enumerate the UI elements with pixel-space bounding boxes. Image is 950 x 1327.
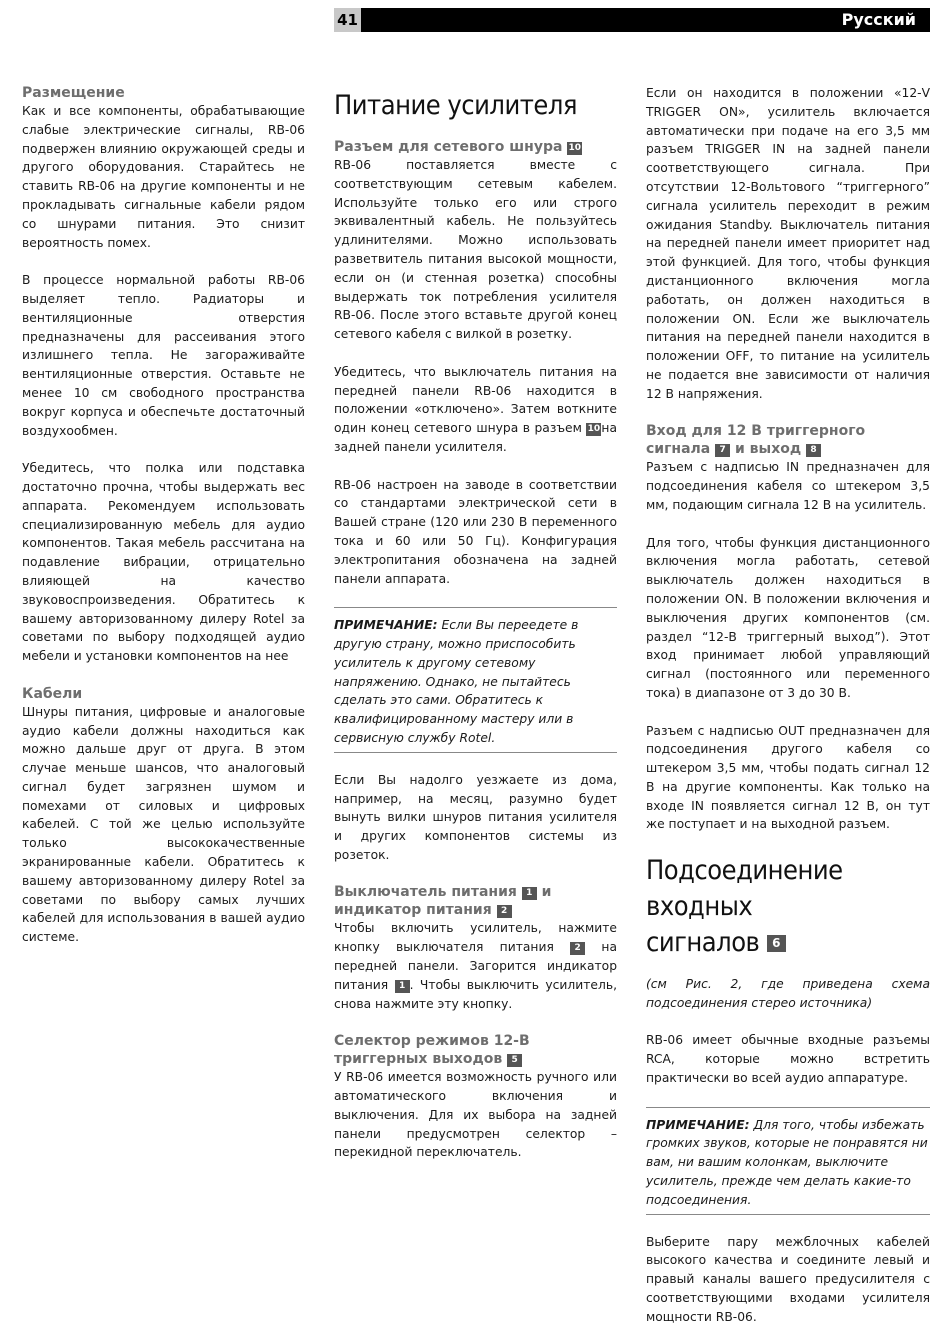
switch-p-a: Чтобы включить усилитель, нажмите кнопку выключателя питания: [334, 921, 617, 955]
note-label: ПРИМЕЧАНИЕ:: [646, 1117, 750, 1132]
callout-badge: 7: [715, 444, 730, 457]
placement-paragraph-3: Убедитесь, что полка или подставка достаточно прочна, чтобы выдержать вес аппарата. Рекомендуем использовать специализированную мебель для аудио компонентов. Такая мебель рассчитана на подавление вибрации, отрицательно влияющей на качество звуковоспроизведения. Обратитесь к вашему авторизованному дилеру Rotel за советами по выбору подходящей аудио мебели и установки компонентов на нее: [22, 461, 305, 664]
selector-title-b: триггерных выходов: [334, 1051, 503, 1068]
switch-title-c: индикатор питания: [334, 902, 492, 919]
socket-paragraph-4: Если Вы надолго уезжаете из дома, например, на месяц, разумно будет вынуть вилки шнуров питания усилителя и других компонентов системы из розеток.: [334, 772, 617, 862]
callout-badge: 10: [587, 424, 601, 435]
language-label: Русский: [841, 10, 916, 29]
switch-p-b: на передней панели. Загорится индикатор питания: [334, 940, 617, 992]
input-title-c: и выход: [735, 441, 802, 458]
connect-paragraph-1: RB-06 имеет обычные входные разъемы RCA, которые можно встретить практически во всей аудио аппаратуре.: [646, 1033, 930, 1086]
connect-paragraph-2: Выберите пару межблочных кабелей высокого качества и соедините левый и правый каналы вашего предусилителя с соответствующими входами усилителя мощности RB-06.: [646, 1234, 930, 1324]
switch-p-c: . Чтобы выключить усилитель, снова нажмите эту кнопку.: [334, 977, 617, 1011]
column-right: [646, 84, 930, 1327]
input-paragraph-1: Разъем с надписью IN предназначен для подсоединения кабеля со штекером 3,5 мм, подающим сигнала 12 В на усилитель.: [646, 460, 930, 512]
socket-paragraph-1: RB-06 поставляется вместе с соответствующим сетевым кабелем. Используйте только его или строго эквивалентный кабель. Не пользуйтесь удлинителями. Можно использовать разветвитель питания высокой мощности, если он (и стенная розетка) способны выдержать ток потребления усилителя RB-06. После этого вставьте другой конец сетевого кабеля с вилкой в розетку.: [334, 158, 617, 342]
note-box: [334, 607, 617, 753]
section-title-placement: Размещение: [22, 85, 125, 101]
subsection-title-switch: [334, 883, 617, 919]
socket-paragraph-3: RB-06 настроен на заводе в соответствии со стандартами электрической сети в Вашей стране (120 или 230 В переменного тока и 60 или 50 Гц). Конфигурация электропитания обозначена на задней панели аппарата.: [334, 477, 617, 586]
selector-title-a: Селектор режимов 12-В: [334, 1033, 530, 1050]
callout-badge: 2: [497, 905, 512, 918]
socket-p2-text-b: на задней панели усилителя.: [334, 421, 617, 454]
cables-paragraph: Шнуры питания, цифровые и аналоговые аудио кабели должны находиться как можно дальше друг от друга. В этом случае меньше шансов, что аналоговый сигнал будет загрязнен шумом и помехами от силовых и цифровых кабелей. С той же целью используйте только высококачественные экранированные кабели. Обратитесь к вашему авторизованному дилеру Rotel за советами по выбору самых лучших кабелей для использования в вашей аудио системе.: [22, 704, 305, 945]
subsection-title-socket: [334, 138, 617, 156]
trigger-paragraph: Если он находится в положении «12-V TRIGGER ON», усилитель включается автоматически при подаче на его 3,5 мм разъем TRIGGER IN на задней панели соответствующего сигнала. При отсутствии 12-Вольтового “триггерного” сигнала усилитель переходит в режим ожидания Standby. Выключатель питания на передней панели имеет приоритет над этой функцией. Для того, чтобы функция дистанционного включения могла работать, он должен находиться в положении ON. Если же выключатель питания на передней панели находится в положении OFF, то питание на усилитель не подается вне зависимости от наличия 12 В напряжения.: [646, 86, 930, 401]
socket-p2-text-a: Убедитесь, что выключатель питания на передней панели RB-06 находится в положении «отключено». Затем воткните один конец сетевого шнура в разъем: [334, 364, 617, 436]
callout-badge: 10: [568, 143, 582, 153]
note-text: Для того, чтобы избежать громких звуков, которые не понравятся ни вам, ни вашим колонкам, выключите усилитель, прежде чем делать какие-то подсоединения.: [646, 1117, 928, 1207]
column-middle: [334, 88, 617, 1162]
connect-title-a: Подсоединение входных: [646, 855, 843, 923]
page-number: 41: [334, 8, 361, 32]
column-left: [22, 84, 305, 947]
callout-badge: 2: [570, 942, 585, 955]
placement-paragraph-1: Как и все компоненты, обрабатывающие слабые электрические сигналы, RB-06 подвержен влиянию окружающей среды и другого оборудования. Старайтесь не ставить RB-06 на другие компоненты и не прокладывать сигнальные кабели рядом со шнурами питания. Это снизит вероятность помех.: [22, 104, 305, 250]
page-header-bar: [334, 8, 930, 32]
placement-paragraph-2: В процессе нормальной работы RB-06 выделяет тепло. Радиаторы и вентиляционные отверстия предназначены для рассеивания этого излишнего тепла. Не загораживайте вентиляционные отверстия. Оставьте не менее 10 см свободного пространства вокруг корпуса и обеспечьте достаточный воздухообмен.: [22, 273, 305, 438]
switch-title-b: и: [541, 884, 552, 901]
input-title-b: сигнала: [646, 441, 711, 458]
callout-badge: 5: [507, 1054, 522, 1067]
callout-badge: 1: [522, 887, 537, 900]
section-title-power: Питание усилителя: [334, 90, 577, 121]
input-title-a: Вход для 12 В триггерного: [646, 423, 866, 440]
callout-badge: 1: [395, 980, 410, 993]
note-label: ПРИМЕЧАНИЕ:: [334, 618, 438, 633]
connect-caption: (см Рис. 2, где приведена схема подсоединения стерео источника): [646, 977, 930, 1010]
callout-badge: 8: [806, 444, 821, 457]
subsection-title-selector: [334, 1032, 617, 1068]
input-paragraph-2: Для того, чтобы функция дистанционного включения могла работать, сетевой выключатель должен находиться в положении ON. В положении включения и выключения других компонентов (см. раздел “12-В триггерный выход”). Этот вход принимает любой управляющий сигнал (постоянного или переменного тока) в диапазоне от 3 до 30 В.: [646, 535, 930, 700]
section-title-connect: [646, 853, 930, 961]
note-box: [646, 1107, 930, 1215]
socket-title-text: Разъем для сетевого шнура: [334, 139, 563, 155]
note-text: Если Вы переедете в другую страну, можно приспособить усилитель к другому сетевому напряжению. Однако, не пытайтесь сделать это сами. Обратитесь к квалифицированному мастеру или в сервисную службу Rotel.: [334, 618, 579, 745]
connect-title-b: сигналов: [646, 927, 760, 959]
input-paragraph-3: Разъем с надписью OUT предназначен для подсоединения другого кабеля со штекером 3,5 мм, чтобы подать сигнал 12 В на другие компоненты. Как только на входе IN появляется сигнал 12 В, он тут же поступает и на выходной разъем.: [646, 723, 930, 832]
selector-paragraph: У RB-06 имеется возможность ручного или автоматического включения и выключения. Для их выбора на задней панели предусмотрен селектор – перекидной переключатель.: [334, 1070, 617, 1160]
subsection-title-trigger-input: [646, 422, 930, 458]
switch-title-a: Выключатель питания: [334, 884, 517, 901]
callout-badge: 6: [767, 935, 786, 952]
socket-paragraph-2: [334, 363, 617, 457]
switch-paragraph: [334, 919, 617, 1013]
section-title-cables: Кабели: [22, 685, 83, 702]
